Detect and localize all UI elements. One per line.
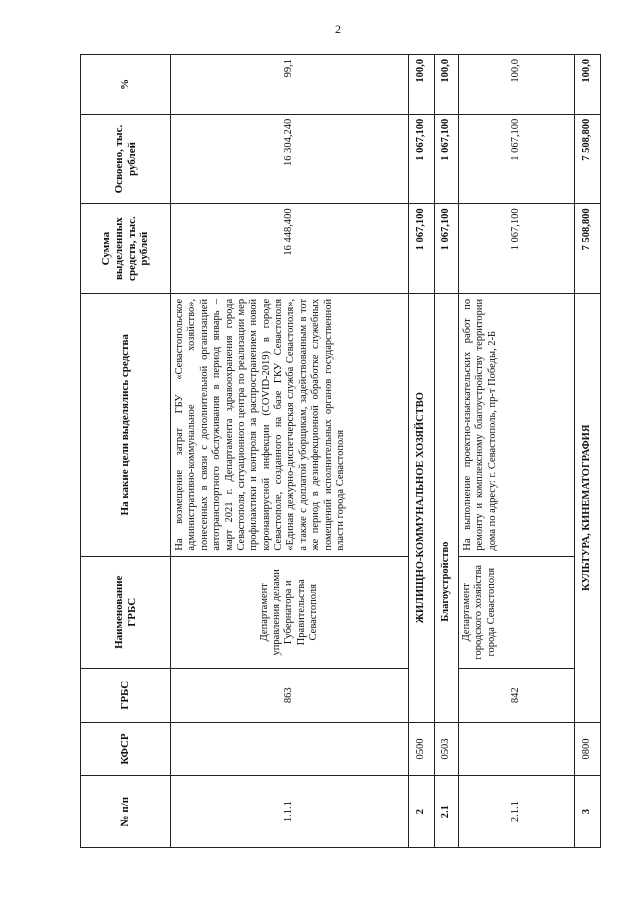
row-num: 3 [575, 776, 601, 848]
rotated-table-wrapper [80, 54, 600, 848]
row-spent: 16 304,240 [171, 114, 409, 204]
row-grbs: 863 [171, 668, 409, 722]
row-num: 2 [409, 776, 435, 848]
row-num: 2.1.1 [459, 776, 575, 848]
row-kfsr: 0500 [409, 722, 435, 776]
row-num: 2.1 [435, 776, 459, 848]
header-kfsr: КФСР [81, 722, 171, 776]
section-title: КУЛЬТУРА, КИНЕМАТОГРАФИЯ [575, 293, 601, 722]
row-grbs: 842 [459, 668, 575, 722]
header-row [81, 55, 171, 848]
row-percent: 99,1 [171, 55, 409, 115]
section-title: ЖИЛИЩНО-КОММУНАЛЬНОЕ ХОЗЯЙСТВО [409, 293, 435, 722]
row-percent: 100,0 [435, 55, 459, 115]
subsection-row [435, 55, 459, 848]
row-allocated: 7 508,800 [575, 204, 601, 294]
row-allocated: 1 067,100 [409, 204, 435, 294]
header-grbs-name: Наименование ГРБС [81, 556, 171, 668]
row-spent: 1 067,100 [409, 114, 435, 204]
row-allocated: 1 067,100 [459, 204, 575, 294]
row-purpose: На выполнение проектно-изыскательских работ по ремонту и комплексному благоустройству территории дома по адресу: г. Севастополь, пр-т Победы, 2-Б [459, 293, 575, 556]
header-percent: % [81, 55, 171, 115]
row-allocated: 16 448,400 [171, 204, 409, 294]
row-spent: 1 067,100 [459, 114, 575, 204]
row-percent: 100,0 [409, 55, 435, 115]
row-kfsr: 0503 [435, 722, 459, 776]
row-kfsr [459, 722, 575, 776]
row-num: 1.1.1 [171, 776, 409, 848]
header-allocated: Сумма выделенных средств, тыс. рублей [81, 204, 171, 294]
subsection-title: Благоустройство [435, 293, 459, 722]
header-num: № п/п [81, 776, 171, 848]
row-purpose: На возмещение затрат ГБУ «Севастопольское административно-коммунальное хозяйство», понесенных в связи с дополнительной организацией автотранспортного обслуживания в период январь – март 2021 г. Департамента здравоохранения города Севастополя, ситуационного центра по реализации мер профилактики и контроля за распространением новой коронавирусной инфекции (COVID-2019) в городе Севастополе, созданного на базе ГКУ Севастополя «Единая дежурно-диспетчерская служба Севастополя», а также с доплатой уборщикам, задействованным в тот же период в дезинфекционной обработке служебных помещений исполнительных органов государственной власти города Севастополя [171, 293, 409, 556]
row-percent: 100,0 [575, 55, 601, 115]
header-grbs: ГРБС [81, 668, 171, 722]
row-allocated: 1 067,100 [435, 204, 459, 294]
section-row [409, 55, 435, 848]
row-spent: 1 067,100 [435, 114, 459, 204]
header-spent: Освоено, тыс. рублей [81, 114, 171, 204]
row-percent: 100,0 [459, 55, 575, 115]
row-spent: 7 508,800 [575, 114, 601, 204]
row-grbs-name: Департамент управления делами Губернатора и Правительства Севастополя [171, 556, 409, 668]
section-row [575, 55, 601, 848]
table-row [171, 55, 409, 848]
table-row [459, 55, 575, 848]
row-grbs-name: Департамент городского хозяйства города Севастополя [459, 556, 575, 668]
page-number: 2 [335, 22, 341, 36]
budget-table [80, 54, 601, 848]
header-purpose: На какие цели выделялись средства [81, 293, 171, 556]
row-kfsr [171, 722, 409, 776]
row-kfsr: 0800 [575, 722, 601, 776]
